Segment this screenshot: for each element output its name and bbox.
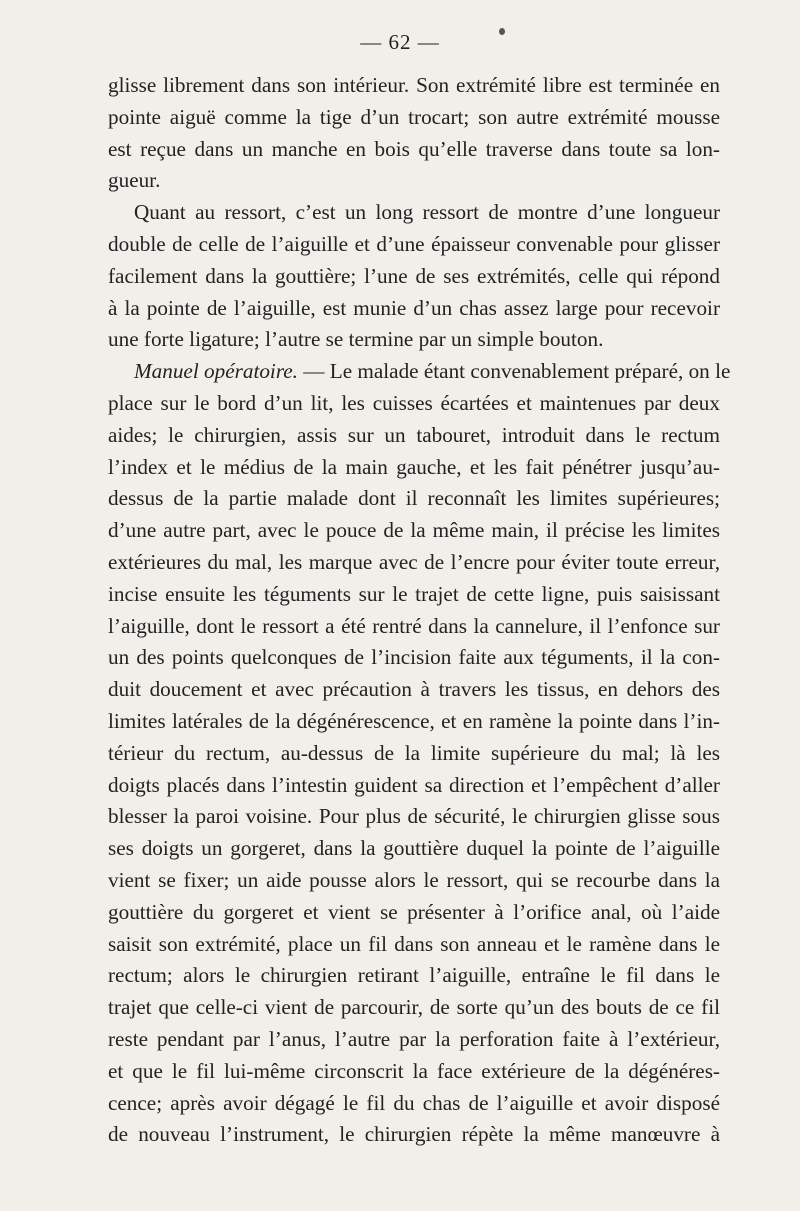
section-heading: Manuel opératoire.: [134, 359, 298, 384]
text-line: ses doigts un gorgeret, dans la gouttière duquel la pointe de l’aiguille: [108, 836, 720, 861]
text-line: est reçue dans un manche en bois qu’elle traverse dans toute sa lon-: [108, 136, 720, 161]
text-line: double de celle de l’aiguille et d’une épaisseur convenable pour glisser: [108, 231, 720, 256]
text-line: l’aiguille, dont le ressort a été rentré dans la cannelure, il l’enfonce sur: [108, 613, 720, 638]
text-line: cence; après avoir dégagé le fil du chas de l’aiguille et avoir disposé: [108, 1090, 720, 1115]
text-line: Quant au ressort, c’est un long ressort de montre d’une longueur: [134, 200, 720, 225]
text-line: extérieures du mal, les marque avec de l’encre pour éviter toute erreur,: [108, 549, 720, 574]
text-line: de nouveau l’instrument, le chirurgien répète la même manœuvre à: [108, 1122, 720, 1147]
text-line: et que le fil lui-même circonscrit la face extérieure de la dégénéres-: [108, 1058, 720, 1083]
text-line: dessus de la partie malade dont il reconnaît les limites supérieures;: [108, 486, 720, 511]
text-line: vient se fixer; un aide pousse alors le ressort, qui se recourbe dans la: [108, 867, 720, 892]
text-line: facilement dans la gouttière; l’une de ses extrémités, celle qui répond: [108, 263, 720, 288]
text-line: reste pendant par l’anus, l’autre par la perforation faite à l’extérieur,: [108, 1026, 720, 1051]
text-line: saisit son extrémité, place un fil dans son anneau et le ramène dans le: [108, 931, 720, 956]
text-line: [108, 356, 731, 388]
text-line: gueur.: [108, 168, 161, 193]
paragraph: [108, 197, 720, 356]
text-line: rectum; alors le chirurgien retirant l’aiguille, entraîne le fil dans le: [108, 963, 720, 988]
text-line: à la pointe de l’aiguille, est munie d’un chas assez large pour recevoir: [108, 295, 720, 320]
text-line: duit doucement et avec précaution à travers les tissus, en dehors des: [108, 677, 720, 702]
text-line: gouttière du gorgeret et vient se présenter à l’orifice anal, où l’aide: [108, 899, 720, 924]
page-number: — 62 —: [360, 30, 440, 54]
text-line: trajet que celle-ci vient de parcourir, de sorte qu’un des bouts de ce fil: [108, 995, 720, 1020]
paragraph: [108, 356, 731, 1151]
text-line: pointe aiguë comme la tige d’un trocart; son autre extrémité mousse: [108, 104, 720, 129]
text-line: incise ensuite les téguments sur le trajet de cette ligne, puis saisissant: [108, 581, 720, 606]
text-line: une forte ligature; l’autre se termine par un simple bouton.: [108, 327, 604, 352]
text-line: blesser la paroi voisine. Pour plus de sécurité, le chirurgien glisse sous: [108, 804, 720, 829]
text-line: un des points quelconques de l’incision faite aux téguments, il la con-: [108, 645, 720, 670]
text-line: d’une autre part, avec le pouce de la même main, il précise les limites: [108, 518, 720, 543]
text-line: place sur le bord d’un lit, les cuisses écartées et maintenues par deux: [108, 390, 720, 415]
text-line: aides; le chirurgien, assis sur un tabouret, introduit dans le rectum: [108, 422, 720, 447]
text-line: glisse librement dans son intérieur. Son extrémité libre est terminée en: [108, 73, 720, 97]
text-line: doigts placés dans l’intestin guident sa direction et l’empêchent d’aller: [108, 772, 720, 797]
text-line: térieur du rectum, au-dessus de la limite supérieure du mal; là les: [108, 740, 720, 765]
body-text: [108, 70, 731, 1151]
text-line-rest: — Le malade étant convenablement préparé, on le: [297, 359, 731, 384]
text-line: limites latérales de la dégénérescence, et en ramène la pointe dans l’in-: [108, 708, 720, 733]
paragraph: [108, 70, 720, 197]
text-line: l’index et le médius de la main gauche, et les fait pénétrer jusqu’au-: [108, 454, 720, 479]
